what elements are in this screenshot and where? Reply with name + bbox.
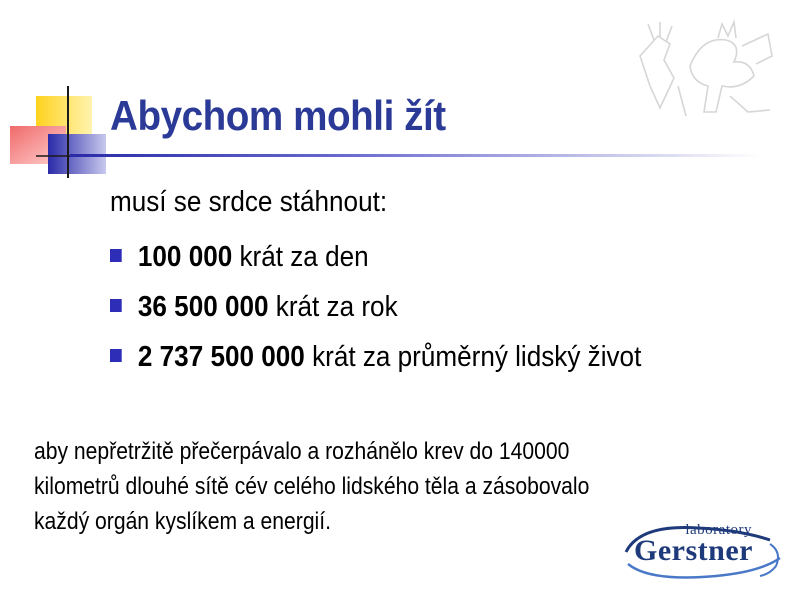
bullet-text: krát za den bbox=[232, 241, 369, 273]
czech-lion-emblem-icon bbox=[630, 16, 780, 126]
corner-decoration-icon bbox=[0, 0, 120, 190]
gerstner-laboratory-logo bbox=[620, 518, 788, 582]
logo-small-text: laboratory bbox=[685, 522, 752, 538]
bullet-list bbox=[110, 236, 700, 386]
square-bullet-icon bbox=[110, 249, 122, 262]
square-bullet-icon bbox=[110, 349, 122, 362]
bullet-number: 100 000 bbox=[137, 241, 233, 273]
bullet-item-lifetime bbox=[110, 336, 641, 386]
bullet-text: krát za rok bbox=[268, 291, 398, 323]
bullet-number: 2 737 500 000 bbox=[137, 341, 305, 373]
bullet-item-day bbox=[110, 236, 641, 286]
title-underline bbox=[70, 154, 760, 157]
slide-title: Abychom mohli žít bbox=[110, 92, 446, 139]
paragraph-line: aby nepřetržitě přečerpávalo a rozhánělo krev do 140000 bbox=[34, 438, 570, 465]
bullet-text: krát za průměrný lidský život bbox=[304, 341, 642, 373]
bullet-number: 36 500 000 bbox=[137, 291, 269, 323]
logo-big-text: Gerstner bbox=[634, 534, 753, 567]
bullet-item-year bbox=[110, 286, 641, 336]
paragraph-line: kilometrů dlouhé sítě cév celého lidského těla a zásobovalo bbox=[34, 473, 590, 500]
paragraph-line: každý orgán kyslíkem a energií. bbox=[34, 508, 331, 535]
intro-text: musí se srdce stáhnout: bbox=[110, 186, 388, 218]
square-bullet-icon bbox=[110, 299, 122, 312]
